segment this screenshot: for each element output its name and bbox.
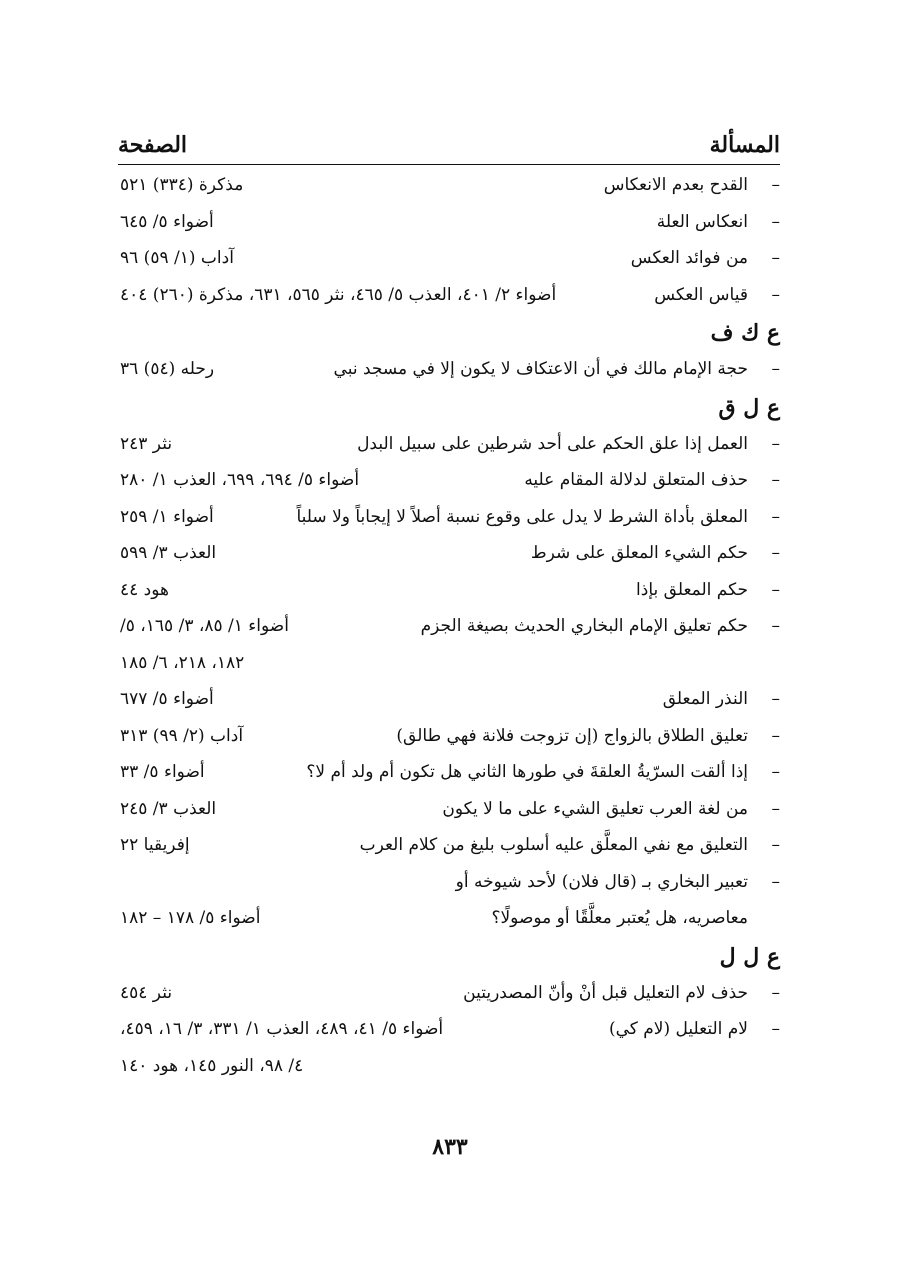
list-item <box>118 791 780 828</box>
page-column-heading: الصفحة <box>118 132 188 158</box>
bullet-dash: – <box>771 835 780 855</box>
list-item <box>118 167 780 204</box>
question-text: التعليق مع نفي المعلَّق عليه أسلوب بليغ من كلام العرب <box>359 835 748 855</box>
page-references: أضواء ٢/ ٤٠١، العذب ٥/ ٤٦٥، نثر ٥٦٥، ٦٣١، مذكرة (٢٦٠) ٤٠٤ <box>120 284 557 305</box>
question-text: حذف المتعلق لدلالة المقام عليه <box>524 470 748 490</box>
bullet-dash: – <box>771 470 780 490</box>
list-item <box>118 572 780 609</box>
bullet-dash: – <box>771 982 780 1003</box>
bullet-dash: – <box>771 689 780 709</box>
page-references: نثر ٢٤٣ <box>120 433 173 454</box>
page-references: أضواء ٥/ ٦٩٤، ٦٩٩، العذب ١/ ٢٨٠ <box>120 470 360 490</box>
page-references: العذب ٣/ ٢٤٥ <box>120 798 217 819</box>
question-text: القدح بعدم الانعكاس <box>603 175 748 195</box>
index-page <box>118 118 780 1084</box>
bullet-dash: – <box>771 359 780 379</box>
question-text: قياس العكس <box>654 284 748 305</box>
page-references: أضواء ١/ ٨٥، ٣/ ١٦٥، ٥/ <box>120 616 289 636</box>
list-item <box>118 204 780 241</box>
page-references: آداب (٢/ ٩٩) ٣١٣ <box>120 725 244 746</box>
question-column-heading: المسألة <box>709 132 780 158</box>
bullet-dash: – <box>771 579 780 600</box>
page-references: أضواء ٥/ ٤١، ٤٨٩، العذب ١/ ٣٣١، ٣/ ١٦، ٤٥٩، <box>120 1019 444 1039</box>
bullet-dash: – <box>771 616 780 636</box>
question-text: المعلق بأداة الشرط لا يدل على وقوع نسبة أصلاً لا إيجاباً ولا سلباً <box>296 506 748 527</box>
list-item <box>118 975 780 1012</box>
question-text: تعبير البخاري بـ (قال فلان) لأحد شيوخه أو <box>455 871 748 892</box>
list-item <box>118 900 780 937</box>
list-item <box>118 754 780 791</box>
list-item <box>118 827 780 864</box>
page-references: أضواء ١/ ٢٥٩ <box>120 506 214 527</box>
section-heading: ع ل ل <box>719 943 780 970</box>
page-references: أضواء ٥/ ٣٣ <box>120 762 205 782</box>
bullet-dash: – <box>771 1019 780 1039</box>
question-text: من لغة العرب تعليق الشيء على ما لا يكون <box>442 798 748 819</box>
bullet-dash: – <box>771 284 780 305</box>
section-heading: ع ل ق <box>718 394 780 421</box>
bullet-dash: – <box>771 762 780 782</box>
section-heading: ع ك ف <box>710 320 780 346</box>
bullet-dash: – <box>771 798 780 819</box>
index-list <box>118 167 780 1084</box>
question-text: معاصريه، هل يُعتبر معلَّقًا أو موصولًا؟ <box>491 908 748 928</box>
list-item <box>118 535 780 572</box>
page-references: إفريقيا ٢٢ <box>120 835 190 855</box>
question-text: حكم تعليق الإمام البخاري الحديث بصيغة الجزم <box>420 616 748 636</box>
question-text: لام التعليل (لام كي) <box>608 1019 748 1039</box>
bullet-dash: – <box>771 248 780 268</box>
question-text: تعليق الطلاق بالزواج (إن تزوجت فلانة فهي طالق) <box>396 725 748 746</box>
page-references: العذب ٣/ ٥٩٩ <box>120 543 217 563</box>
bullet-dash: – <box>771 725 780 746</box>
list-item-continuation <box>118 645 780 682</box>
page-references: أضواء ٥/ ٦٤٥ <box>120 211 214 232</box>
header-divider <box>118 164 780 165</box>
page-references-continued: ٤/ ٩٨، النور ١٤٥، هود ١٤٠ <box>120 1055 304 1076</box>
question-text: انعكاس العلة <box>656 211 748 232</box>
bullet-dash: – <box>771 871 780 892</box>
page-references: مذكرة (٣٣٤) ٥٢١ <box>120 175 244 195</box>
list-item <box>118 608 780 645</box>
bullet-dash: – <box>771 175 780 195</box>
bullet-dash: – <box>771 211 780 232</box>
page-references: آداب (١/ ٥٩) ٩٦ <box>120 248 234 268</box>
list-item <box>118 351 780 388</box>
bullet-dash: – <box>771 543 780 563</box>
list-item <box>118 864 780 901</box>
list-item <box>118 426 780 463</box>
list-item <box>118 681 780 718</box>
page-references: رحله (٥٤) ٣٦ <box>120 359 215 379</box>
list-item <box>118 718 780 755</box>
page-number: ٨٣٣ <box>432 1134 468 1160</box>
question-text: حكم المعلق بإذا <box>636 579 748 600</box>
list-item <box>118 277 780 314</box>
question-text: العمل إذا علق الحكم على أحد شرطين على سبيل البدل <box>357 433 748 454</box>
page-references: أضواء ٥/ ١٧٨ – ١٨٢ <box>120 908 261 928</box>
question-text: حجة الإمام مالك في أن الاعتكاف لا يكون إلا في مسجد نبي <box>333 359 748 379</box>
page-references: نثر ٤٥٤ <box>120 982 173 1003</box>
question-text: إذا ألقت السرّيةُ العلقةَ في طورها الثاني هل تكون أم ولد أم لا؟ <box>306 762 748 782</box>
page-references: أضواء ٥/ ٦٧٧ <box>120 689 214 709</box>
bullet-dash: – <box>771 506 780 527</box>
question-text: حكم الشيء المعلق على شرط <box>530 543 748 563</box>
list-item <box>118 240 780 277</box>
question-text: من فوائد العكس <box>630 248 748 268</box>
page-references-continued: ١٨٢، ٢١٨، ٦/ ١٨٥ <box>120 652 245 673</box>
list-item <box>118 499 780 536</box>
question-text: النذر المعلق <box>662 689 748 709</box>
page-references: هود ٤٤ <box>120 579 169 600</box>
table-header <box>118 118 780 158</box>
question-text: حذف لام التعليل قبل أنْ وأنّ المصدريتين <box>463 982 748 1003</box>
bullet-dash: – <box>771 433 780 454</box>
list-item-continuation <box>118 1048 780 1085</box>
list-item <box>118 1011 780 1048</box>
list-item <box>118 462 780 499</box>
